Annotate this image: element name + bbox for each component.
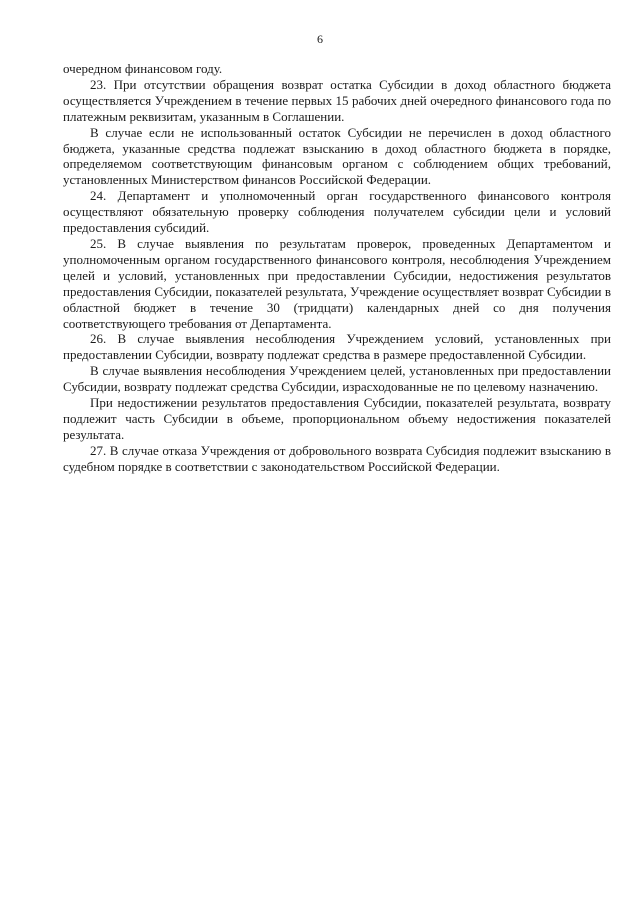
document-body bbox=[63, 61, 611, 475]
paragraph-26: 26. В случае выявления несоблюдения Учреждением условий, установленных при предоставлении Субсидии, возврату подлежат средства в размере предоставленной Субсидии. bbox=[63, 331, 611, 363]
paragraph-23: 23. При отсутствии обращения возврат остатка Субсидии в доход областного бюджета осуществляется Учреждением в течение первых 15 рабочих дней очередного финансового года по платежным реквизитам, указанным в Соглашении. bbox=[63, 76, 611, 124]
paragraph-27: 27. В случае отказа Учреждения от добровольного возврата Субсидия подлежит взысканию в судебном порядке в соответствии с законодательством Российской Федерации. bbox=[63, 442, 611, 474]
paragraph-25: 25. В случае выявления по результатам проверок, проведенных Департаментом и уполномоченным органом государственного финансового контроля, несоблюдения Учреждением целей и условий, установленных при предоставлении Субсидии, недостижения результатов предоставления Субсидии, показателей результата, Учреждение осуществляет возврат Субсидии в областной бюджет в течение 30 (тридцати) календарных дней со дня получения соответствующего требования от Департамента. bbox=[63, 235, 611, 331]
paragraph-23-unused-balance: В случае если не использованный остаток Субсидии не перечислен в доход областного бюджета, указанные средства подлежат взысканию в доход областного бюджета в порядке, определяемом соответствующим финансовым органом с соблюдением общих требований, установленных Министерством финансов Российской Федерации. bbox=[63, 124, 611, 188]
paragraph-continuation: очередном финансовом году. bbox=[63, 61, 223, 76]
page-number: 6 bbox=[317, 32, 323, 46]
paragraph-26-results-shortfall: При недостижении результатов предоставления Субсидии, показателей результата, возврату подлежит часть Субсидии в объеме, пропорциональном объему недостижения показателей результата. bbox=[63, 395, 611, 442]
paragraph-24: 24. Департамент и уполномоченный орган государственного финансового контроля осуществляют обязательную проверку соблюдения получателем субсидии цели и условий предоставления субсидий. bbox=[63, 188, 611, 236]
paragraph-26-purpose-violation: В случае выявления несоблюдения Учреждением целей, установленных при предоставлении Субсидии, возврату подлежат средства Субсидии, израсходованные не по целевому назначению. bbox=[63, 363, 611, 395]
